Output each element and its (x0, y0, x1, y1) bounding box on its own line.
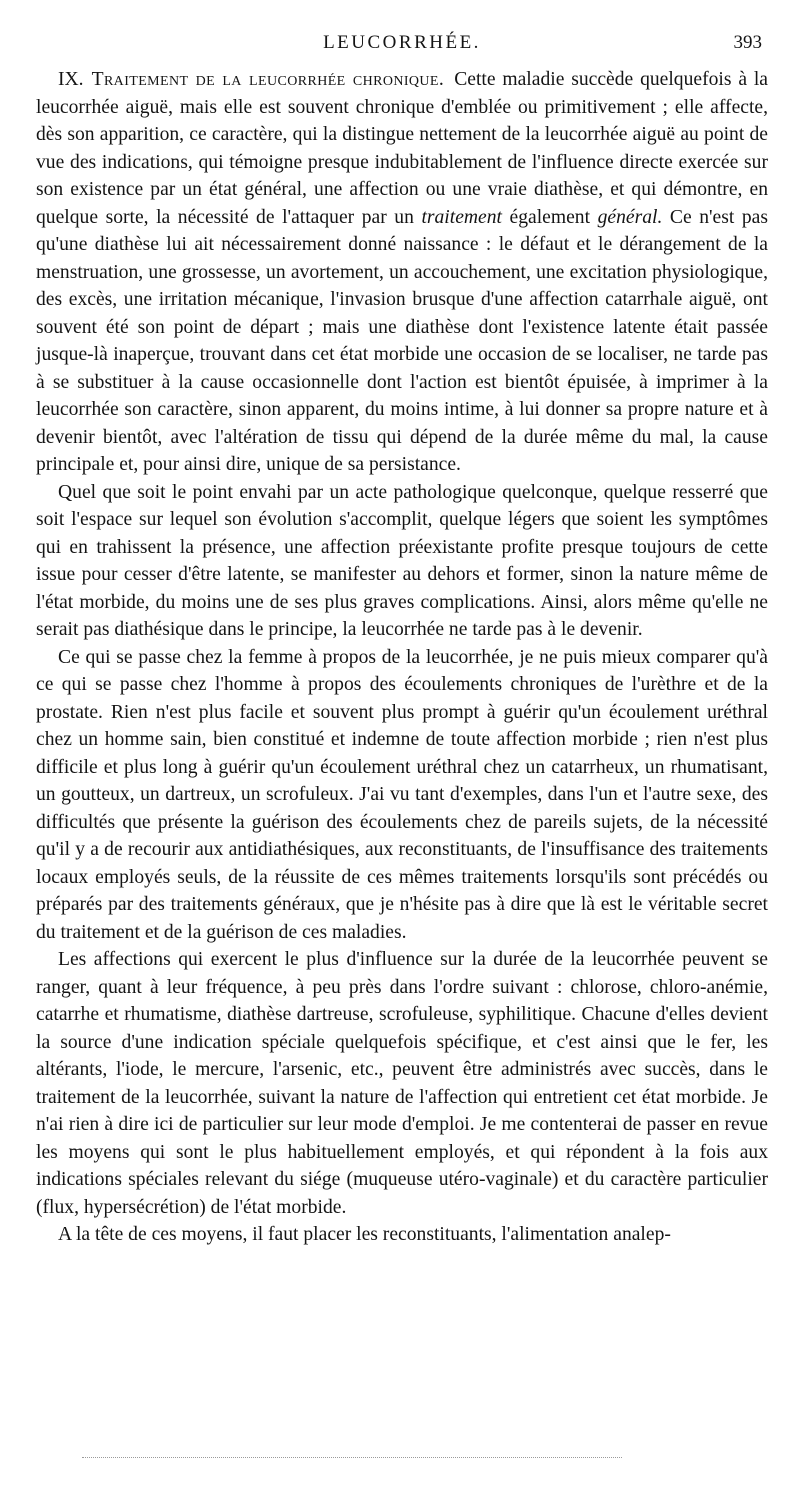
paragraph-5 (36, 1221, 768, 1249)
running-title: LEUCORRHÉE. (323, 32, 481, 53)
section-heading: Traitement de la leucorrhée chronique. (91, 69, 445, 90)
italic-term: général. (597, 206, 663, 228)
paragraph-4 (36, 946, 768, 1221)
body-text (36, 66, 768, 1249)
faded-print-line (82, 1457, 622, 1458)
book-page (36, 32, 768, 1249)
paragraph-2 (36, 479, 768, 644)
text-segment: Quel que soit le point envahi par un acte pathologique quelconque, quelque resserré que soit l'espace sur lequel son évolution s'accomplit, quelque légers que soient les symptômes qui en trahissent la présence, une affection préexistante profite presque toujours de cette issue pour cesser d'être latente, se manifester au dehors et former, sinon la nature même de l'état morbide, du moins une de ses plus graves complications. Ainsi, alors même qu'elle ne serait pas diathésique dans le principe, la leucorrhée ne tarde pas à le devenir. (36, 481, 768, 640)
text-segment: également (501, 206, 598, 228)
text-segment: Ce qui se passe chez la femme à propos de la leucorrhée, je ne puis mieux comparer qu'à ce qui se passe chez l'homme à propos des écoulements chroniques de l'urèthre et de la prostate. Rien n'est plus facile et souvent plus prompt à guérir qu'un écoulement uréthral chez un homme sain, bien constitué et indemne de toute affection morbide ; rien n'est plus difficile et plus long à guérir qu'un écoulement uréthral chez un catarrheux, un rhumatisant, un goutteux, un dartreux, un scrofuleux. J'ai vu tant d'exemples, dans l'un et l'autre sexe, des difficultés que présente la guérison des écoulements chez de pareils sujets, de la nécessité qu'il y a de recourir aux antidiathésiques, aux reconstituants, de l'insuffisance des traitements locaux employés seuls, de la réussite de ces mêmes traitements lorsqu'ils sont précédés ou préparés par des traitements généraux, que je n'hésite pas à dire que là est le véritable secret du traitement et de la guérison de ces maladies. (36, 646, 768, 943)
page-number: 393 (733, 32, 762, 53)
italic-term: traitement (421, 206, 502, 228)
section-number: IX. (58, 69, 84, 90)
text-segment: Ce n'est pas qu'une diathèse lui ait nécessairement donné naissance : le défaut et le dérangement de la menstruation, une grossesse, un avortement, un accouchement, une excitation physiologique, des excès, une irritation mécanique, l'invasion brusque d'une affection catarrhale aiguë, ont souvent été son point de départ ; mais une diathèse dont l'existence latente était passée jusque-là inaperçue, trouvant dans cet état morbide une occasion de se localiser, ne tarde pas à se substituer à la cause occasionnelle dont l'action est bientôt épuisée, à imprimer à la leucorrhée son caractère, sinon apparent, du moins intime, à lui donner sa propre nature et à devenir bientôt, avec l'altération de tissu qui dépend de la durée même du mal, la cause principale et, pour ainsi dire, unique de sa persistance. (36, 206, 768, 475)
paragraph-3 (36, 644, 768, 947)
text-segment: Les affections qui exercent le plus d'influence sur la durée de la leucorrhée peuvent se ranger, quant à leur fréquence, à peu près dans l'ordre suivant : chlorose, chloro-anémie, catarrhe et rhumatisme, diathèse dartreuse, scrofuleuse, syphilitique. Chacune d'elles devient la source d'une indication spéciale quelquefois spécifique, et c'est ainsi que le fer, les altérants, l'iode, le mercure, l'arsenic, etc., peuvent être administrés avec succès, dans le traitement de la leucorrhée, suivant la nature de l'affection qui entretient cet état morbide. Je n'ai rien à dire ici de particulier sur leur mode d'emploi. Je me contenterai de passer en revue les moyens qui sont le plus habituellement employés, et qui répondent à la fois aux indications spéciales relevant du siége (muqueuse utéro-vaginale) et du caractère particulier (flux, hypersécrétion) de l'état morbide. (36, 949, 768, 1218)
text-segment: Cette maladie succède quelquefois à la leucorrhée aiguë, mais elle est souvent chronique d'emblée ou primitivement ; elle affecte, dès son apparition, ce caractère, qui la distingue nettement de la leucorrhée aiguë au point de vue des indications, qui témoigne presque indubitablement de l'influence directe exercée sur son existence par un état général, une affection ou une vraie diathèse, et qui démontre, en quelque sorte, la nécessité de l'attaquer par un (36, 69, 768, 228)
running-head (36, 32, 768, 66)
paragraph-1 (36, 66, 768, 479)
text-segment: A la tête de ces moyens, il faut placer les reconstituants, l'alimentation analep- (58, 1224, 671, 1245)
